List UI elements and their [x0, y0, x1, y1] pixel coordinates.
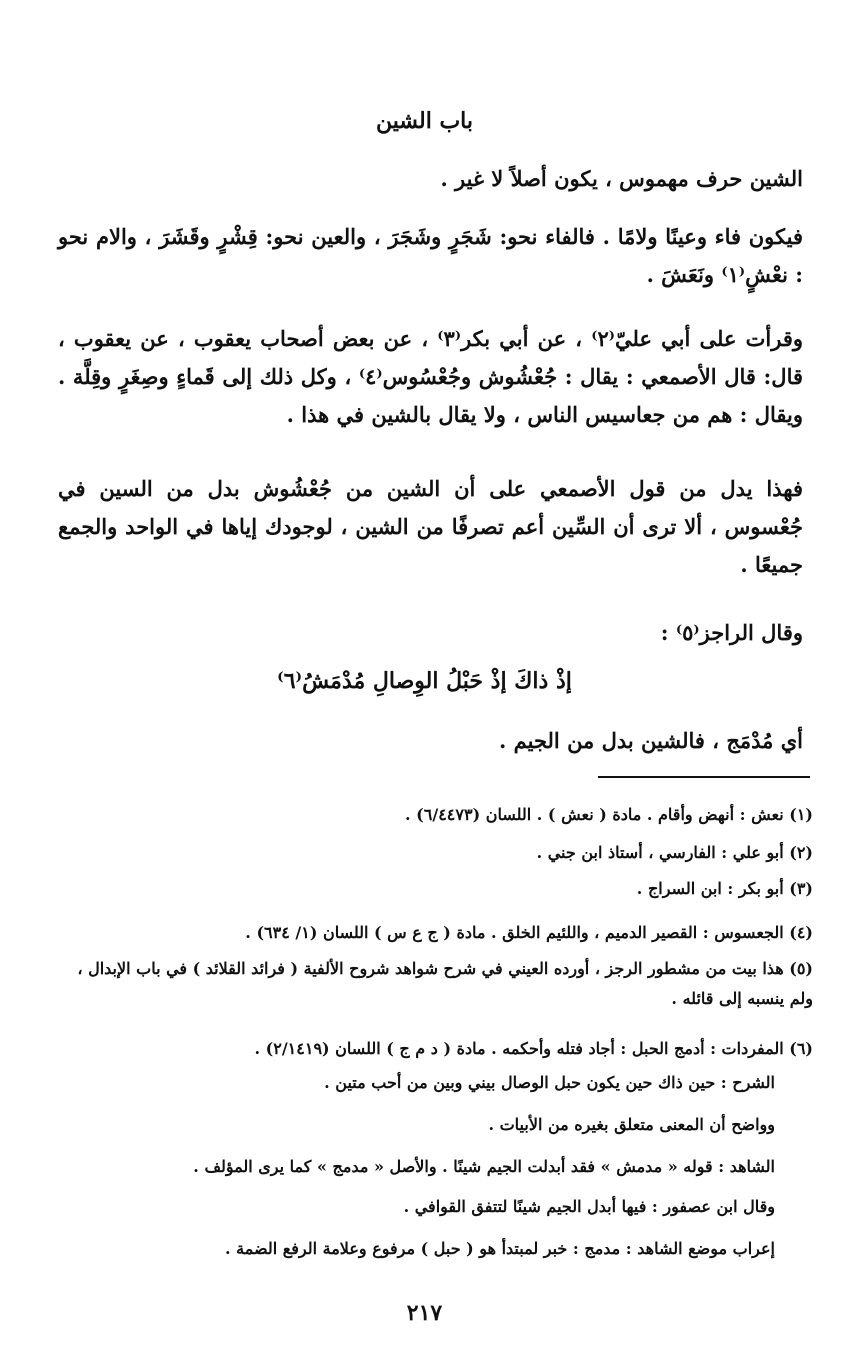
- footnote-divider: [598, 776, 810, 778]
- footnote-6-commentary: وقال ابن عصفور : فيها أبدل الجيم شينًا لتتفق القوافي .: [403, 1197, 775, 1216]
- verse-explanation: أي مُدْمَج ، فالشين بدل من الجيم .: [499, 728, 803, 753]
- footnote-2: (٢) أبو علي : الفارسي ، أستاذ ابن جني .: [536, 843, 813, 862]
- paragraph-1: الشين حرف مهموس ، يكون أصلاً لا غير .: [440, 166, 803, 191]
- footnote-6-commentary: وواضح أن المعنى متعلق بغيره من الأبيات .: [488, 1115, 775, 1134]
- footnote-6: (٦) المفردات : أدمج الحبل : أجاد فتله وأحكمه . مادة ( د م ج ) اللسان (٢/١٤١٩) .: [254, 1039, 813, 1058]
- poetry-verse: إذْ ذاكَ إذْ حَبْلُ الوِصالِ مُدْمَشُ⁽٦⁾: [277, 668, 572, 694]
- chapter-heading: باب الشين: [375, 108, 474, 134]
- footnote-4: (٤) الجعسوس : القصير الدميم ، واللئيم الخلق . مادة ( ج ع س ) اللسان (١/ ٦٣٤) .: [245, 923, 813, 942]
- footnote-6-commentary: إعراب موضع الشاهد : مدمج : خبر لمبتدأ هو ( حبل ) مرفوع وعلامة الرفع الضمة .: [225, 1239, 775, 1258]
- footnote-1: (١) نعش : أنهض وأقام . مادة ( نعش ) . اللسان (٦/٤٤٧٣) .: [405, 805, 813, 824]
- paragraph-4: فهذا يدل من قول الأصمعي على أن الشين من جُعْشُوش بدل من السين في جُعْسوس ، ألا ترى أن السِّين أعم تصرفًا من الشين ، لوجودك إياها في الواحد والجمع جميعًا .: [58, 476, 803, 577]
- paragraph-3: وقرأت على أبي عليّ⁽٢⁾ ، عن أبي بكر⁽٣⁾ ، عن بعض أصحاب يعقوب ، عن يعقوب ، قال: قال الأصمعي : يقال : جُعْشُوش وجُعْسُوس⁽٤⁾ ، وكل ذلك إلى قَماءٍ وصِغَرٍ وقِلَّة . ويقال : هم من جعاسيس الناس ، ولا يقال بالشين في هذا .: [58, 326, 804, 427]
- footnote-6-commentary: الشاهد : قوله « مدمش » فقد أبدلت الجيم شينًا . والأصل « مدمج » كما يرى المؤلف .: [193, 1157, 775, 1176]
- footnote-6-commentary: الشرح : حين ذاك حين يكون حبل الوصال بيني وبين من أحب متين .: [324, 1073, 775, 1092]
- footnote-5: (٥) هذا بيت من مشطور الرجز ، أورده العيني في شرح شواهد شروح الألفية ( فرائد القلائد ) في باب الإبدال ، ولم ينسبه إلى قائله .: [77, 959, 813, 1008]
- footnote-3: (٣) أبو بكر : ابن السراج .: [636, 879, 813, 898]
- paragraph-5: وقال الراجز⁽٥⁾ :: [660, 620, 803, 645]
- paragraph-2: فيكون فاء وعينًا ولامًا . فالفاء نحو: شَجَرٍ وشَجَرَ ، والعين نحو: قِشْرٍ وقَشَرَ ، والام نحو : نعْشٍ⁽١⁾ ونَعَشَ .: [58, 224, 803, 287]
- page-number: ٢١٧: [406, 1300, 443, 1326]
